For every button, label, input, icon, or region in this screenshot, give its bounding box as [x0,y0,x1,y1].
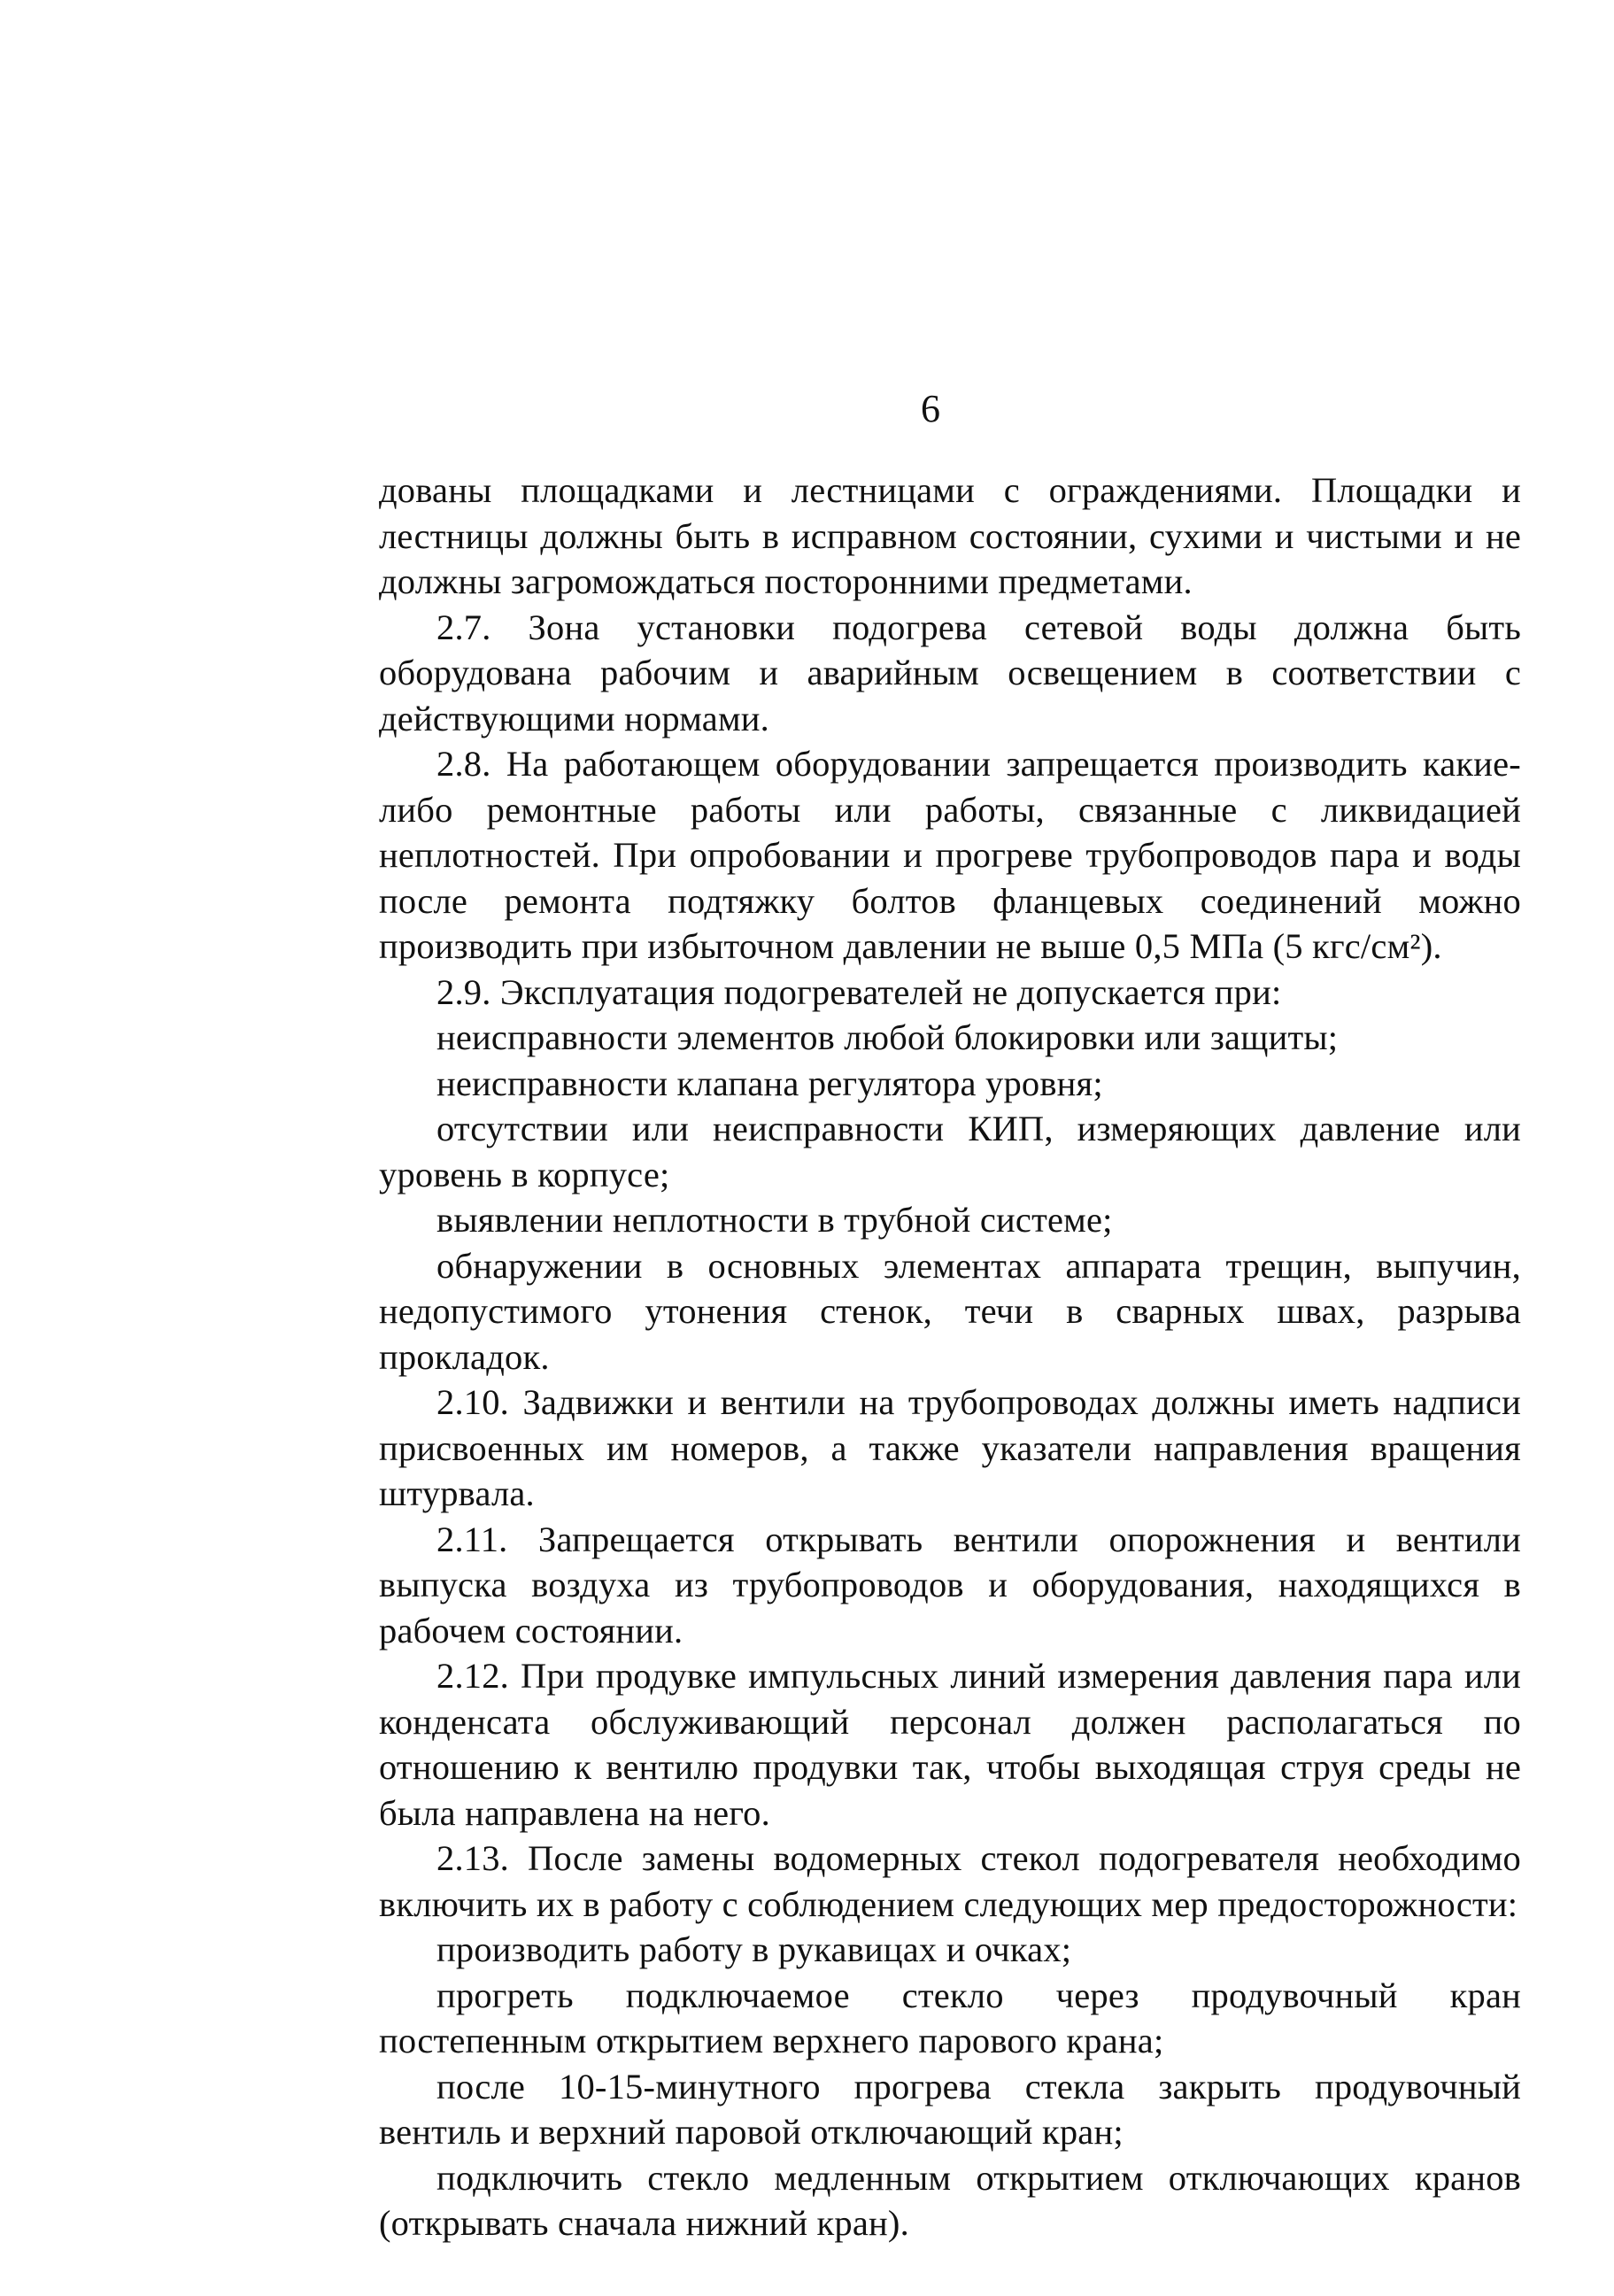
list-item: подключить стекло медленным открытием отключающих кранов (открывать сначала нижний кран). [379,2157,1521,2243]
list-item: прогреть подключаемое стекло через продувочный кран постепенным открытием верхнего парового крана; [379,1975,1521,2060]
page-number: 6 [921,387,940,430]
paragraph-continuation: дованы площадками и лестницами с ограждениями. Площадки и лестницы должны быть в исправном состоянии, сухими и чистыми и не должны загромождаться посторонними предметами. [379,470,1521,601]
body-text [379,468,1521,2246]
paragraph-2-9: 2.9. Эксплуатация подогревателей не допускается при: [436,971,1282,1012]
list-item: производить работу в рукавицах и очках; [436,1929,1072,1969]
paragraph-2-13: 2.13. После замены водомерных стекол подогревателя необходимо включить их в работу с соблюдением следующих мер предосторожности: [379,1838,1521,1924]
list-item: неисправности клапана регулятора уровня; [436,1063,1103,1103]
list-item: после 10-15-минутного прогрева стекла закрыть продувочный вентиль и верхний паровой отключающий кран; [379,2066,1521,2152]
list-item: обнаружении в основных элементах аппарата трещин, выпучин, недопустимого утонения стенок, течи в сварных швах, разрыва прокладок. [379,1245,1521,1377]
list-item: неисправности элементов любой блокировки или защиты; [436,1017,1339,1057]
list-item: выявлении неплотности в трубной системе; [436,1200,1113,1240]
list-item: отсутствии или неисправности КИП, измеряющих давление или уровень в корпусе; [379,1109,1521,1194]
paragraph-2-10: 2.10. Задвижки и вентили на трубопроводах должны иметь надписи присвоенных им номеров, а также указатели направления вращения штурвала. [379,1382,1521,1513]
paragraph-2-7: 2.7. Зона установки подогрева сетевой воды должна быть оборудована рабочим и аварийным освещением в соответствии с действующими нормами. [379,607,1521,738]
paragraph-2-11: 2.11. Запрещается открывать вентили опорожнения и вентили выпуска воздуха из трубопроводов и оборудования, находящихся в рабочем состоянии. [379,1519,1521,1650]
paragraph-2-8: 2.8. На работающем оборудовании запрещается производить какие-либо ремонтные работы или работы, связанные с ликвидацией неплотностей. При опробовании и прогреве трубопроводов пара и воды после ремонта подтяжку болтов фланцевых соединений можно производить при избыточном давлении не выше 0,5 МПа (5 кгс/см²). [379,744,1521,966]
paragraph-2-12: 2.12. При продувке импульсных линий измерения давления пара или конденсата обслуживающий персонал должен располагаться по отношению к вентилю продувки так, чтобы выходящая струя среды не была направлена на него. [379,1656,1521,1833]
